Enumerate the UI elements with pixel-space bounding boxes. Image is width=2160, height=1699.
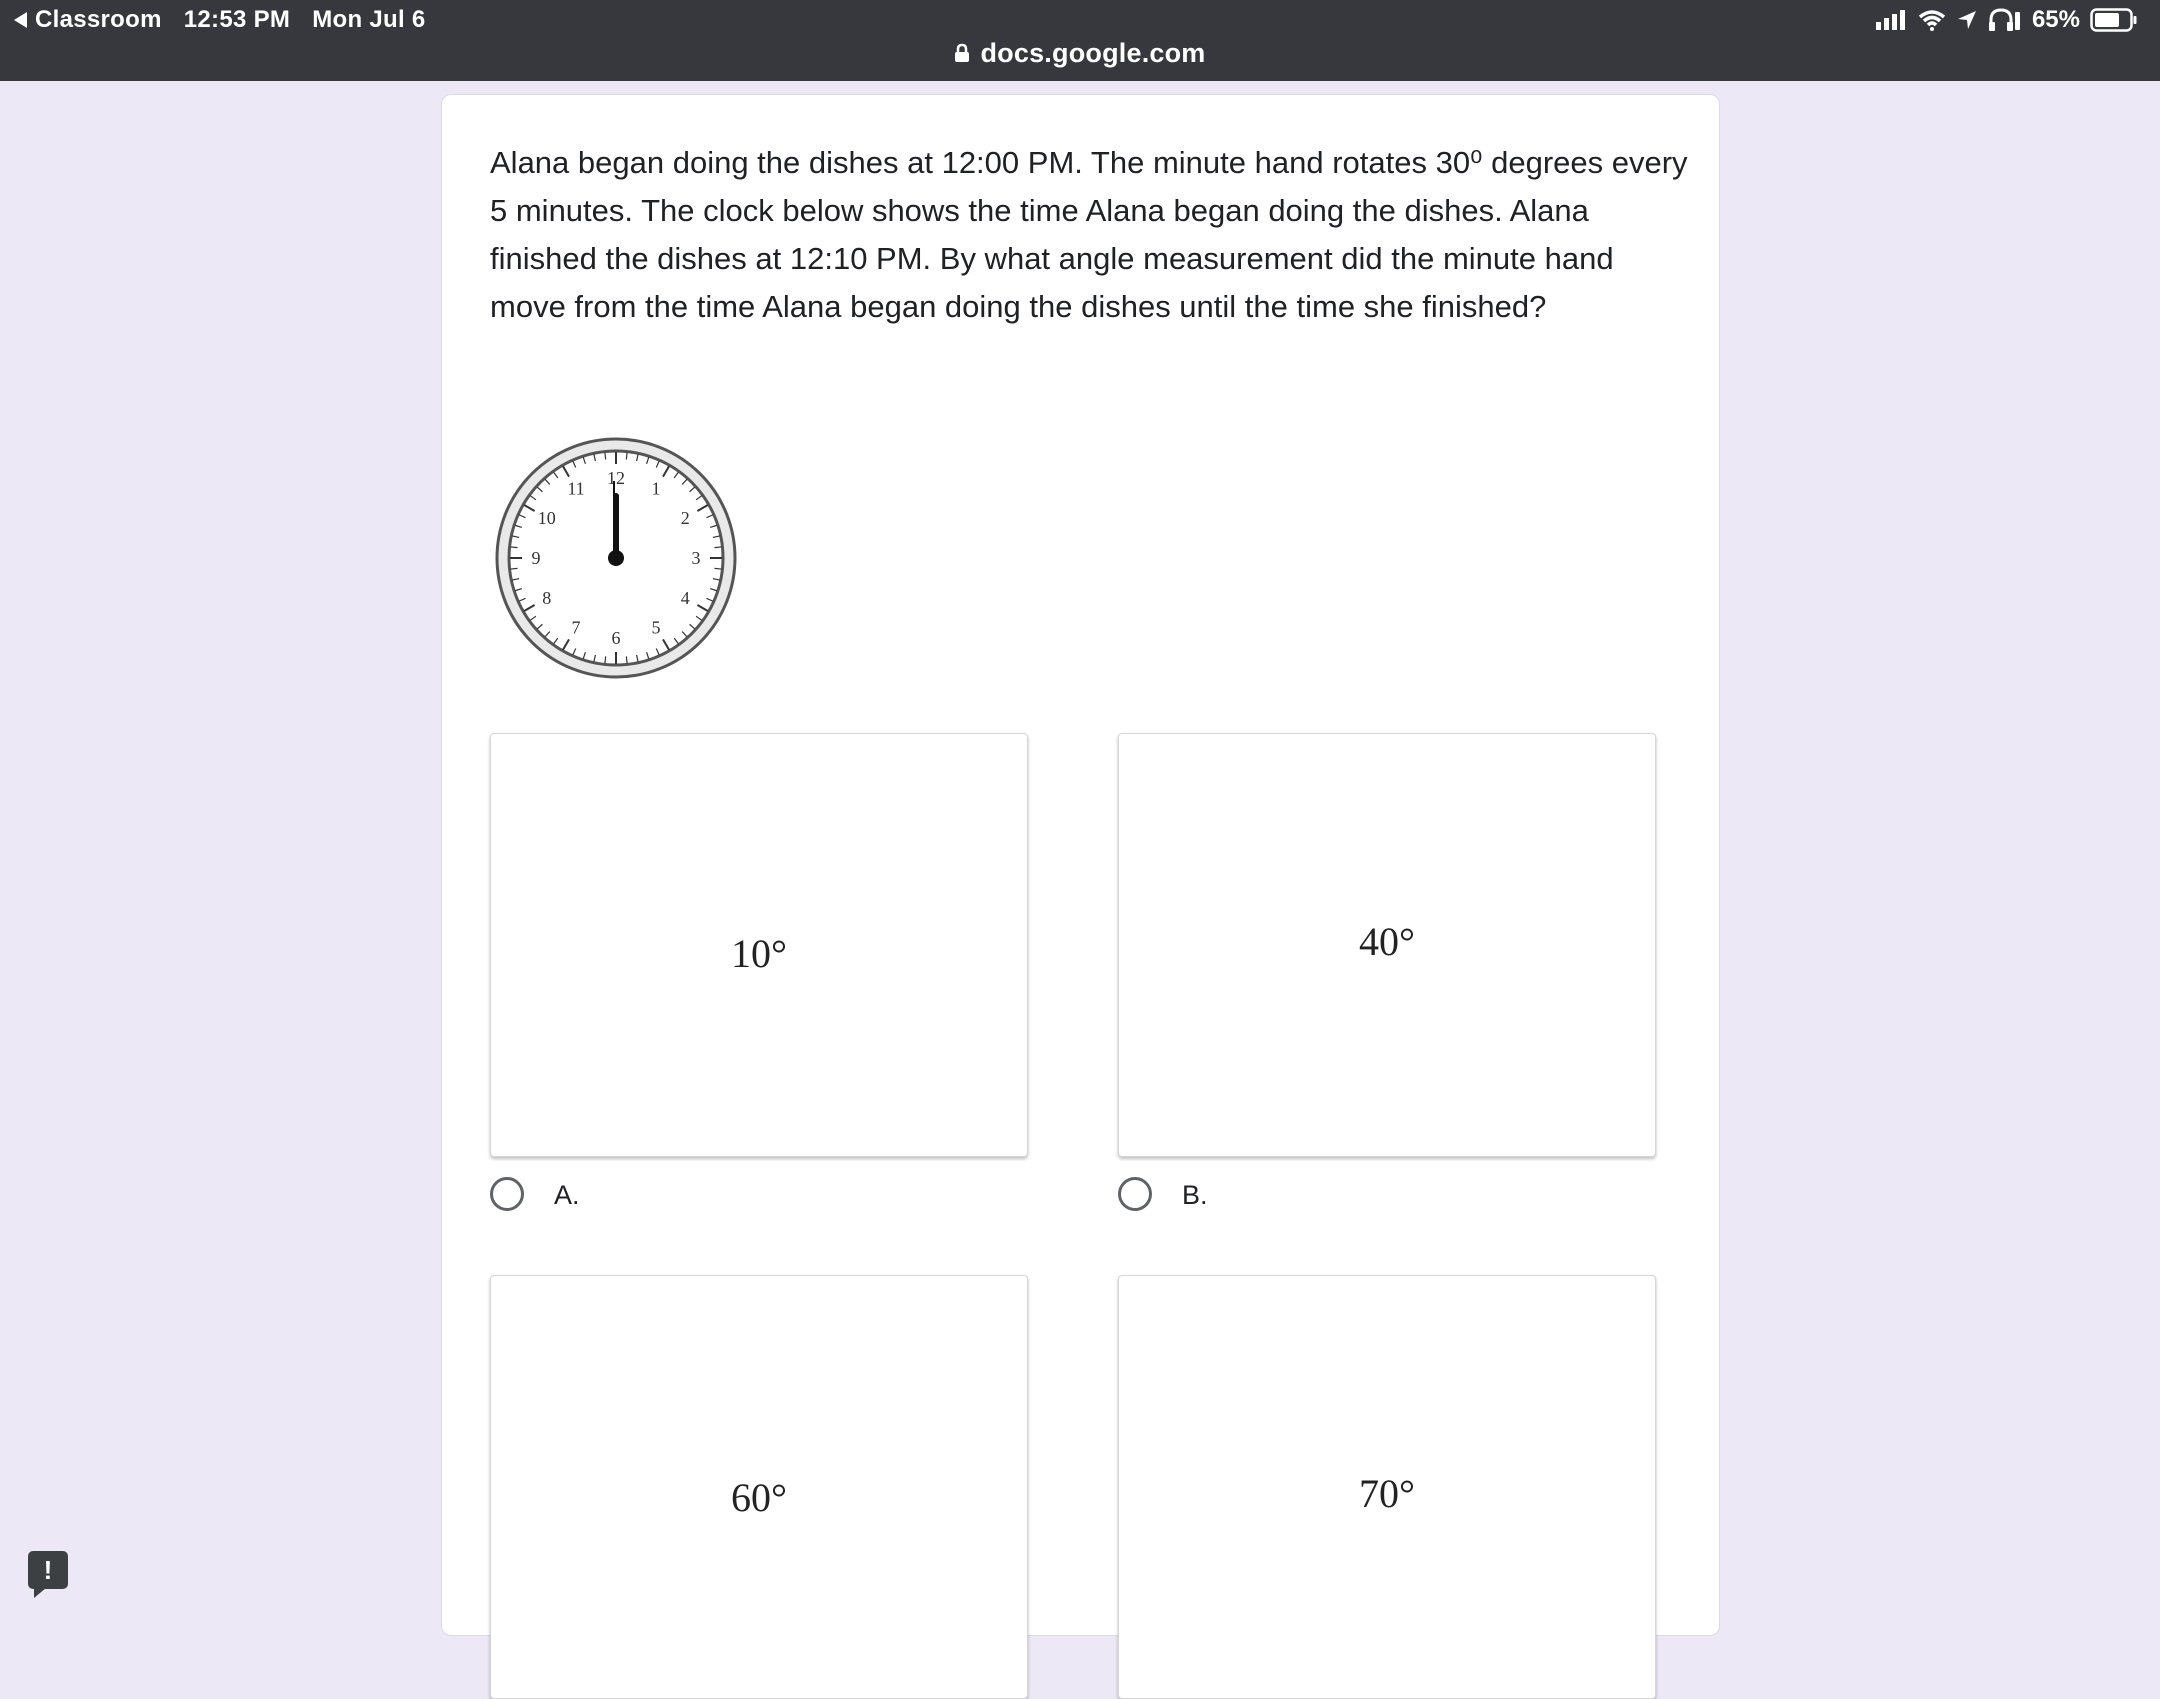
clock-number: 2	[680, 508, 690, 528]
clock-tick	[714, 547, 721, 548]
clock-number: 3	[691, 548, 701, 568]
clock-tick	[605, 453, 606, 460]
clock-number: 12	[607, 468, 625, 488]
question-text: Alana began doing the dishes at 12:00 PM. The minute hand rotates 30⁰ degrees every 5 minutes. The clock below shows the time Alana began doing the dishes. Alana finished the dishes at 12:10 PM. By what angle measurement did the minute hand move from the time Alana began doing the dishes until the time she finished?	[490, 145, 1688, 324]
clock-number: 11	[567, 478, 585, 499]
status-left	[14, 6, 426, 34]
clock-number: 9	[531, 548, 541, 568]
clock-tick	[626, 656, 627, 663]
option-b-label[interactable]: B.	[1182, 1180, 1208, 1210]
url-text: docs.google.com	[980, 37, 1206, 68]
option-c-image[interactable]	[490, 1275, 1028, 1699]
option-d-image[interactable]	[1118, 1275, 1656, 1699]
status-time: 12:53 PM	[183, 6, 291, 33]
lock-icon	[954, 43, 970, 63]
status-bar	[0, 0, 2160, 81]
wifi-icon	[1918, 9, 1946, 31]
clock-tick	[626, 453, 627, 460]
clock-tick	[714, 568, 721, 569]
clock-number: 10	[537, 508, 556, 528]
clock-tick	[511, 547, 518, 548]
option-b-value: 40°	[1359, 919, 1415, 964]
signal-icon	[1876, 10, 1908, 30]
headphones-icon	[1988, 8, 2022, 32]
clock-image	[494, 436, 738, 680]
status-right	[1876, 6, 2138, 34]
option-b-radio[interactable]	[1118, 1177, 1152, 1211]
clock-number: 5	[651, 617, 661, 638]
address-bar[interactable]	[0, 36, 2160, 70]
status-date: Mon Jul 6	[312, 6, 426, 33]
clock-number: 6	[611, 628, 621, 648]
battery-percent: 65%	[2031, 6, 2080, 33]
option-a-image[interactable]	[490, 733, 1028, 1157]
option-c-value: 60°	[731, 1475, 787, 1520]
clock-tick	[605, 656, 606, 663]
clock-center	[608, 550, 624, 566]
clock-tick	[511, 568, 518, 569]
feedback-label: !	[43, 1555, 53, 1585]
option-b-image[interactable]	[1118, 733, 1656, 1157]
question-card	[441, 94, 1720, 1636]
feedback-button[interactable]	[28, 1551, 68, 1589]
option-a-label[interactable]: A.	[554, 1180, 580, 1210]
clock-number: 1	[651, 478, 661, 499]
battery-icon	[2090, 8, 2138, 32]
clock-number: 7	[571, 617, 581, 638]
location-icon	[1956, 9, 1978, 31]
back-to-app-button[interactable]	[14, 6, 162, 34]
back-app-label: Classroom	[35, 6, 162, 33]
option-a-value: 10°	[731, 931, 787, 976]
back-arrow-icon	[14, 12, 27, 28]
clock-number: 8	[542, 588, 552, 608]
option-a-radio[interactable]	[490, 1177, 524, 1211]
option-d-value: 70°	[1359, 1471, 1415, 1516]
clock-number: 4	[680, 588, 690, 608]
